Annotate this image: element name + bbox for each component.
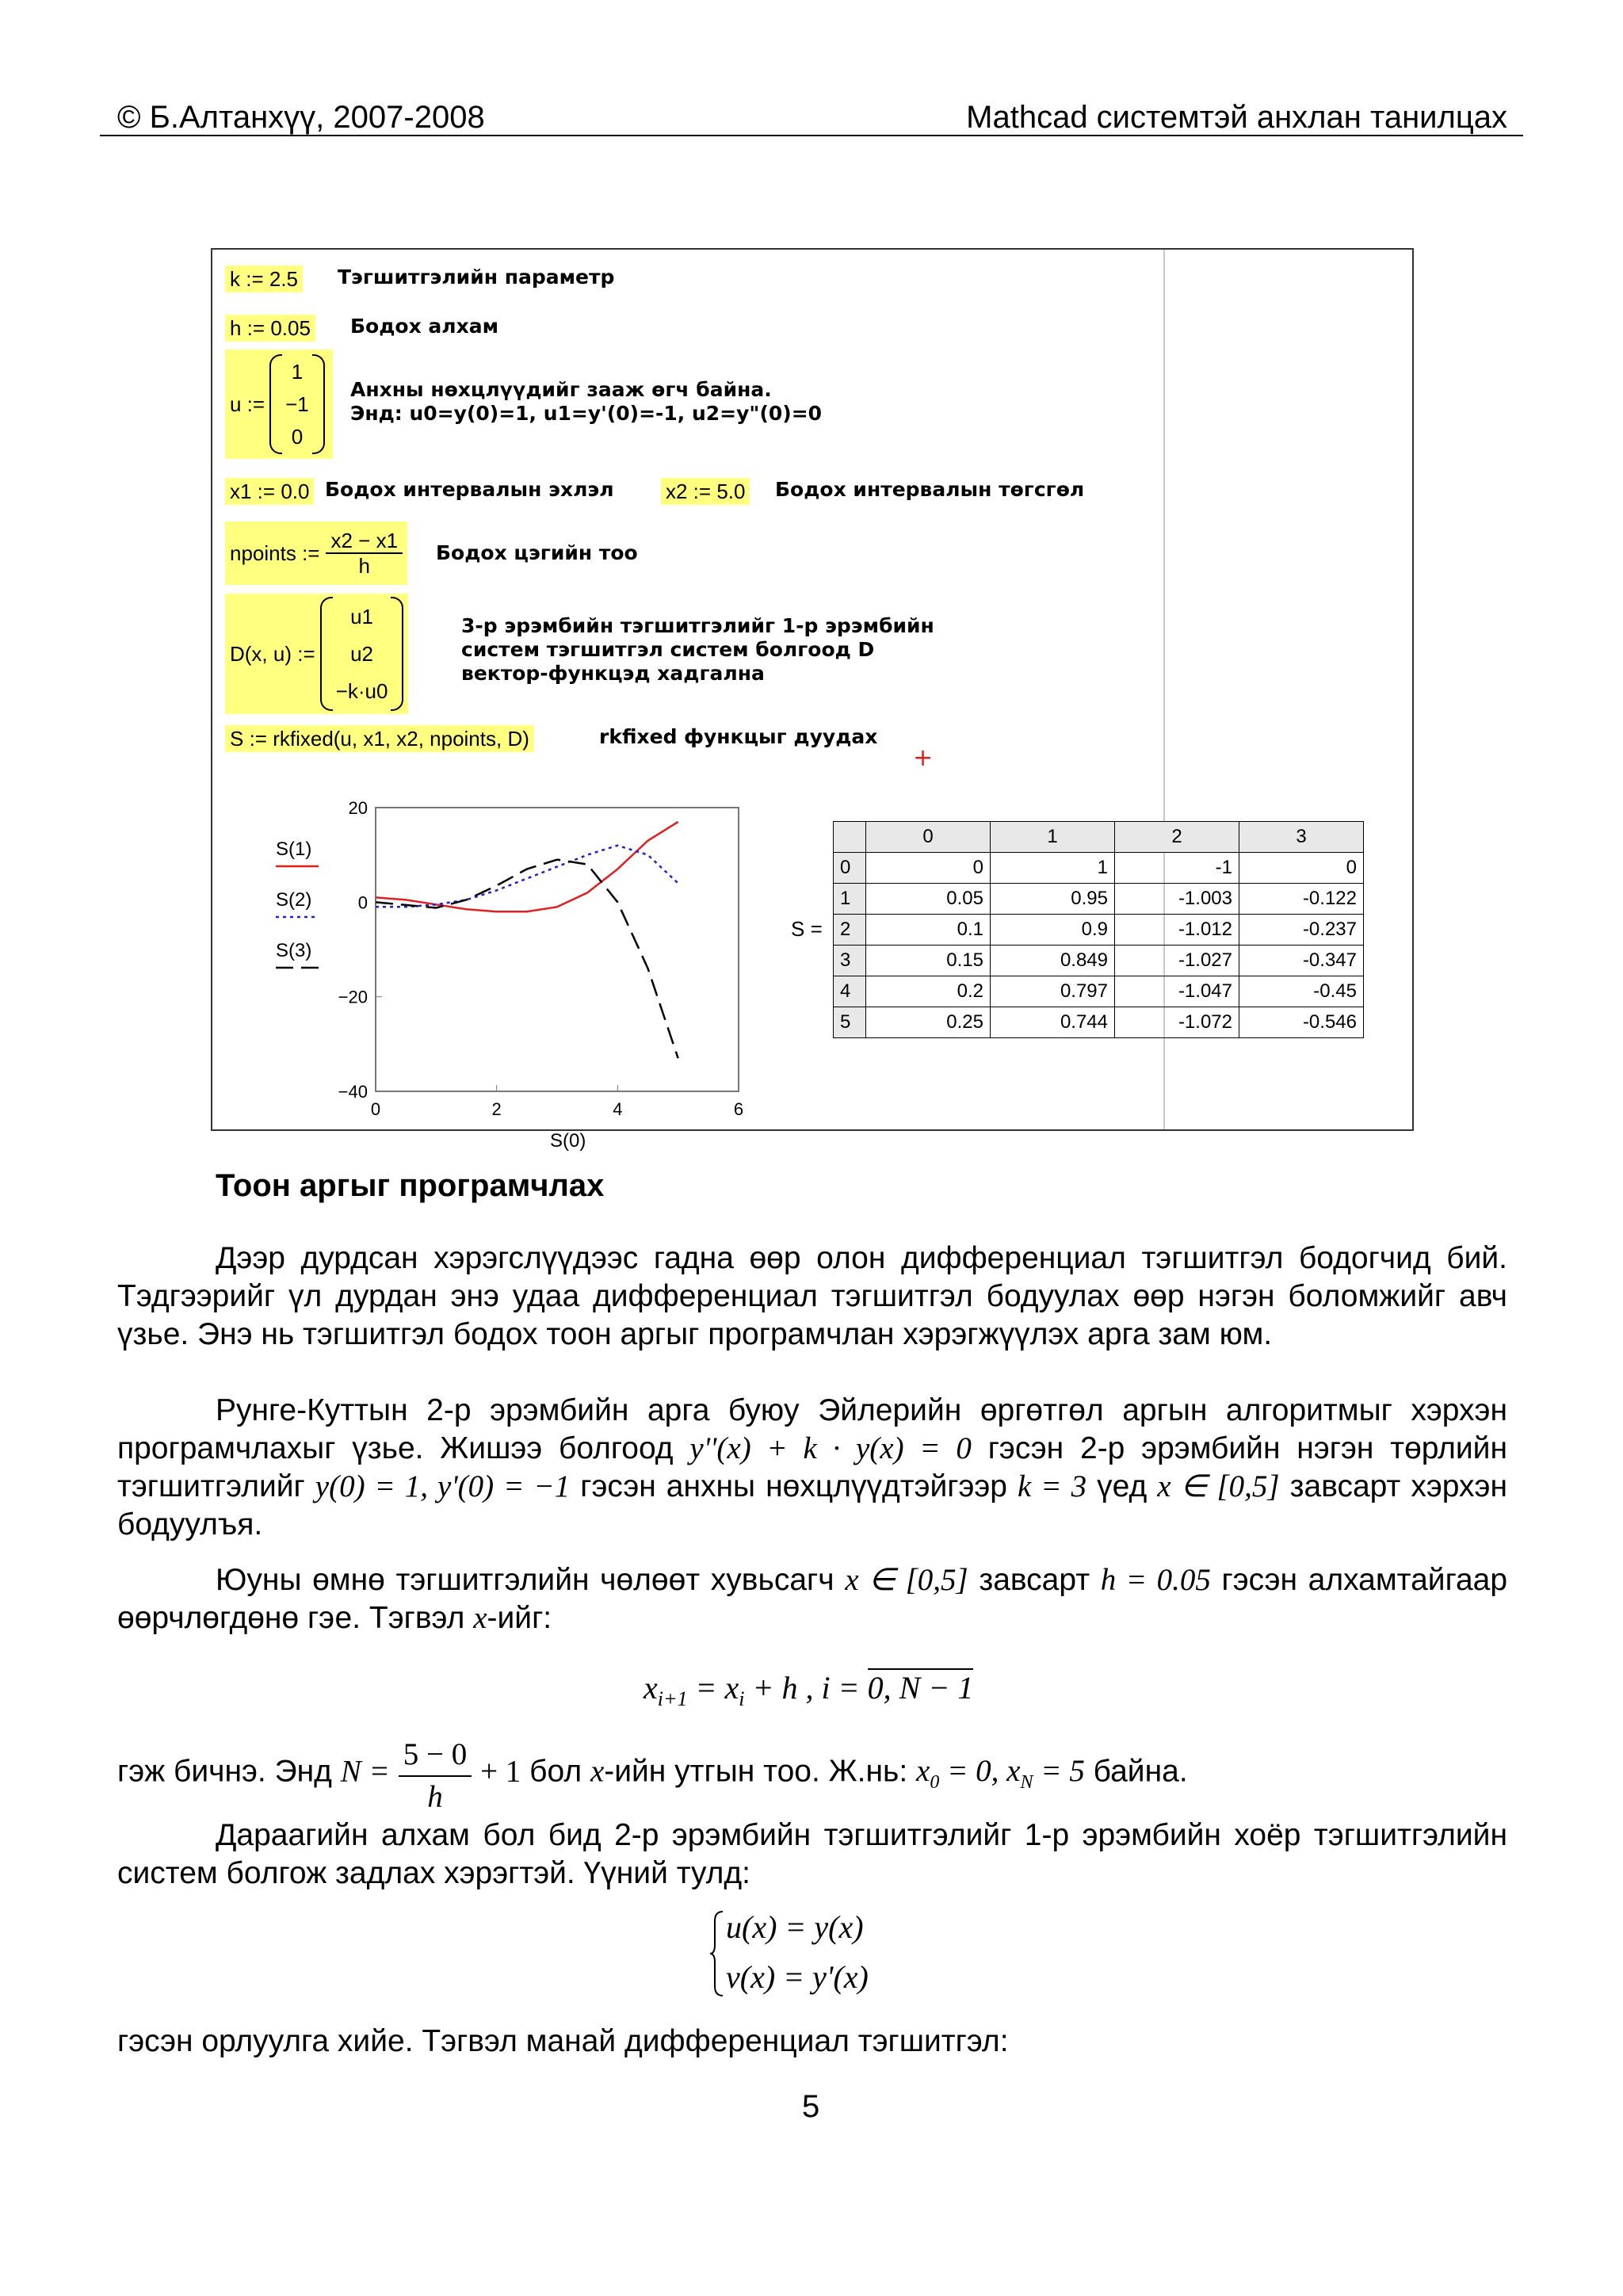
para2-equation: y''(x) + k · y(x) = 0 [689,1431,972,1465]
D-comment-1: 3-р эрэмбийн тэгшитгэлийг 1-р эрэмбийн [461,614,934,637]
table-col-header: 3 [1239,822,1364,853]
D-prefix: D(x, u) := [230,642,315,666]
para2-k: k = 3 [1018,1469,1087,1503]
D-comment-3: вектор-функцэд хадгална [461,662,765,685]
solution-plot[interactable] [212,773,783,1152]
S-comment: rkfixed функцыг дуудах [599,725,878,748]
para2-a: Рунге-Куттын 2-р эрэмбийн арга буюу Эйлерийн өргөтгөл аргын алгоритмыг хэрхэн програмчлахыг үзье. Жишээ болгоод [117,1393,1507,1465]
table-cell[interactable]: 0.797 [991,976,1115,1007]
h-definition[interactable]: h := 0.05 [225,315,315,342]
table-cell[interactable]: 0 [1239,853,1364,884]
u-prefix: u := [230,392,265,416]
formula-eq: = x [687,1670,739,1706]
para4-denominator: h [427,1780,443,1814]
table-cell[interactable]: -0.122 [1239,884,1364,915]
para4-bounds [916,1754,1085,1794]
bounds-x0: x [916,1754,930,1789]
results-table[interactable] [833,821,1364,1038]
table-cell[interactable]: -1.072 [1115,1007,1239,1038]
formula-range: 0, N − 1 [867,1670,974,1706]
y-tick-label: −40 [338,1082,368,1102]
para3-a: Юуны өмнө тэгшитгэлийн чөлөөт хувьсагч [216,1563,834,1597]
paragraph-5: Дараагийн алхам бол бид 2-р эрэмбийн тэгшитгэлийг 1-р эрэмбийн хоёр тэгшитгэлийн систем болгож задлах хэрэгтэй. Үүний тулд: [117,1818,1507,1890]
paragraph-3 [117,1561,1507,1637]
para4-numerator: 5 − 0 [399,1736,472,1777]
table-row-header[interactable]: 1 [834,884,866,915]
table-cell[interactable]: 0.744 [991,1007,1115,1038]
table-cell[interactable]: 0.95 [991,884,1115,915]
x-axis-label: S(0) [550,1130,586,1152]
D-paren-left [320,597,333,711]
table-cell[interactable]: -0.546 [1239,1007,1364,1038]
npoints-comment: Бодох цэгийн тоо [436,541,638,564]
x2-comment: Бодох интервалын төгсгөл [775,478,1085,501]
para4-N: N = [340,1754,390,1789]
formula-recurrence [643,1669,973,1711]
table-row [834,1007,1364,1038]
table-cell[interactable]: 0.849 [991,946,1115,976]
x-tick-label: 6 [733,1099,744,1119]
paragraph-1: Дээр дурдсан хэрэгслүүдээс гадна өөр олон дифференциал тэгшитгэл бодогчид бий. Тэдгээрийг үл дурдан энэ удаа дифференциал тэгшитгэл бодуулах өөр нэгэн боломжийг авч үзье. Энэ нь тэгшитгэл бодох тоон аргыг програмчлан хэрэгжүүлэх арга зам юм. [117,1241,1507,1351]
D-paren-right [391,597,403,711]
npoints-denominator: h [358,554,370,578]
D-value-2: −k·u0 [335,678,388,703]
para2-d: үед [1097,1469,1148,1503]
npoints-definition[interactable] [225,521,407,585]
D-vector [320,597,404,711]
para3-b: завсарт [979,1563,1090,1597]
para2-e: завсарт хэрхэн бодуулъя. [117,1469,1507,1541]
u-value-2: 0 [291,424,304,449]
paragraph-4 [117,1733,1507,1813]
para3-x: x [473,1601,487,1635]
substitution-system [726,1908,869,1996]
D-column [333,598,391,709]
para4-a: гэж бичнэ. Энд [117,1754,332,1789]
D-definition[interactable] [225,594,408,714]
u-definition[interactable] [225,350,333,459]
npoints-fraction [326,530,403,576]
table-col-header: 2 [1115,822,1239,853]
para3-interval: x ∈ [0,5] [845,1563,968,1597]
table-cell[interactable]: 0.15 [866,946,991,976]
table-corner [834,822,866,853]
para2-c: гэсэн анхны нөхцлүүдтэйгээр [580,1469,1007,1503]
table-row [834,976,1364,1007]
y-tick-label: 0 [357,892,368,913]
para3-d: -ийг: [487,1601,552,1635]
table-cell[interactable]: -1.047 [1115,976,1239,1007]
para4-x: x [590,1754,605,1789]
formula-eq-sub: i [739,1687,745,1710]
header-rule [100,135,1523,136]
u-value-1: −1 [285,392,309,416]
para2-initial-conditions: y(0) = 1, y'(0) = −1 [315,1469,571,1503]
x1-comment: Бодох интервалын эхлэл [325,478,614,501]
formula-tail: + h , i = [744,1670,868,1706]
k-comment: Тэгшитгэлийн параметр [338,266,615,288]
table-cell[interactable]: -1.012 [1115,915,1239,946]
formula-lhs: x [643,1670,658,1706]
table-col-header: 1 [991,822,1115,853]
table-cell[interactable]: 0.05 [866,884,991,915]
bounds-end: = 5 [1033,1754,1085,1789]
header-right: Mathcad системтэй анхлан танилцах [966,100,1507,135]
para4-plus: + 1 [480,1754,521,1789]
y-tick-label: 20 [348,798,368,818]
table-row-header[interactable]: 4 [834,976,866,1007]
u-column [282,356,312,453]
S-definition[interactable]: S := rkfixed(u, x1, x2, npoints, D) [225,725,534,752]
para4-d: байна. [1093,1754,1188,1789]
u-comment-1: Анхны нөхцлүүдийг зааж өгч байна. [350,378,772,401]
legend-label: S(1) [276,839,312,860]
u-comment-2: Энд: u0=y(0)=1, u1=y'(0)=-1, u2=y"(0)=0 [350,402,823,425]
table-label: S = [791,917,823,941]
x1-definition[interactable]: x1 := 0.0 [225,478,314,505]
table-row [834,946,1364,976]
y-tick-label: −20 [338,987,368,1007]
legend-label: S(2) [276,889,312,911]
k-definition[interactable]: k := 2.5 [225,266,303,292]
table-cell[interactable]: -0.347 [1239,946,1364,976]
system-line-2: v(x) = y'(x) [726,1959,869,1995]
x-tick-label: 2 [491,1099,502,1119]
system-brace [708,1910,724,1997]
table-cell[interactable]: -1 [1115,853,1239,884]
plot-frame [376,808,739,1091]
legend-label: S(3) [276,940,312,961]
mathcad-worksheet [211,248,1414,1152]
u-vector [269,354,325,454]
page-number: 5 [802,2089,820,2124]
table-cell[interactable]: 0.1 [866,915,991,946]
table-row [834,884,1364,915]
system-line-1: u(x) = y(x) [726,1909,864,1945]
D-value-1: u2 [350,641,373,666]
paragraph-2 [117,1392,1507,1544]
para3-step: h = 0.05 [1100,1563,1211,1597]
bounds-mid: = 0, x [939,1754,1021,1789]
paragraph-6: гэсэн орлуулга хийе. Тэгвэл манай дифференциал тэгшитгэл: [117,2024,1009,2058]
table-cell[interactable]: 1 [991,853,1115,884]
para4-fraction [399,1736,472,1817]
section-title: Тоон аргыг програмчлах [216,1168,605,1203]
u-value-0: 1 [291,360,304,384]
table-cell[interactable]: 0.25 [866,1007,991,1038]
x2-definition[interactable]: x2 := 5.0 [661,478,750,505]
table-cell[interactable]: -0.45 [1239,976,1364,1007]
para2-interval: x ∈ [0,5] [1157,1469,1280,1503]
table-cell[interactable]: -1.003 [1115,884,1239,915]
table-header-row [834,822,1364,853]
para3-c: гэсэн алхамтайгаар өөрчлөгдөнө гэе. Тэгвэл [117,1563,1508,1635]
para4-b: бол [529,1754,582,1789]
para2-b: гэсэн 2-р эрэмбийн нэгэн төрлийн тэгшитгэлийг [117,1431,1507,1503]
para4-c: -ийн утгын тоо. Ж.нь: [604,1754,908,1789]
table-cell[interactable]: 0 [866,853,991,884]
D-comment-2: систем тэгшитгэл систем болгоод D [461,638,875,661]
x-tick-label: 4 [613,1099,623,1119]
table-cell[interactable]: -0.237 [1239,915,1364,946]
table-col-header: 0 [866,822,991,853]
table-cell[interactable]: 0.9 [991,915,1115,946]
bounds-xN-sub: N [1020,1772,1033,1794]
cursor-crosshair: + [913,744,934,772]
table-cell[interactable]: 0.2 [866,976,991,1007]
formula-lhs-sub: i+1 [657,1687,688,1710]
table-row [834,915,1364,946]
table-row [834,853,1364,884]
x-tick-label: 0 [370,1099,381,1119]
u-paren-right [312,354,325,454]
bounds-x0-sub: 0 [930,1772,940,1794]
header-left: © Б.Алтанхүү, 2007-2008 [117,100,485,135]
table-row-header[interactable]: 0 [834,853,866,884]
table-row-header[interactable]: 3 [834,946,866,976]
table-cell[interactable]: -1.027 [1115,946,1239,976]
D-value-0: u1 [350,605,373,629]
npoints-numerator: x2 − x1 [326,530,403,554]
table-row-header[interactable]: 5 [834,1007,866,1038]
h-comment: Бодох алхам [350,315,499,338]
npoints-prefix: npoints := [230,541,320,565]
table-row-header[interactable]: 2 [834,915,866,946]
u-paren-left [269,354,282,454]
